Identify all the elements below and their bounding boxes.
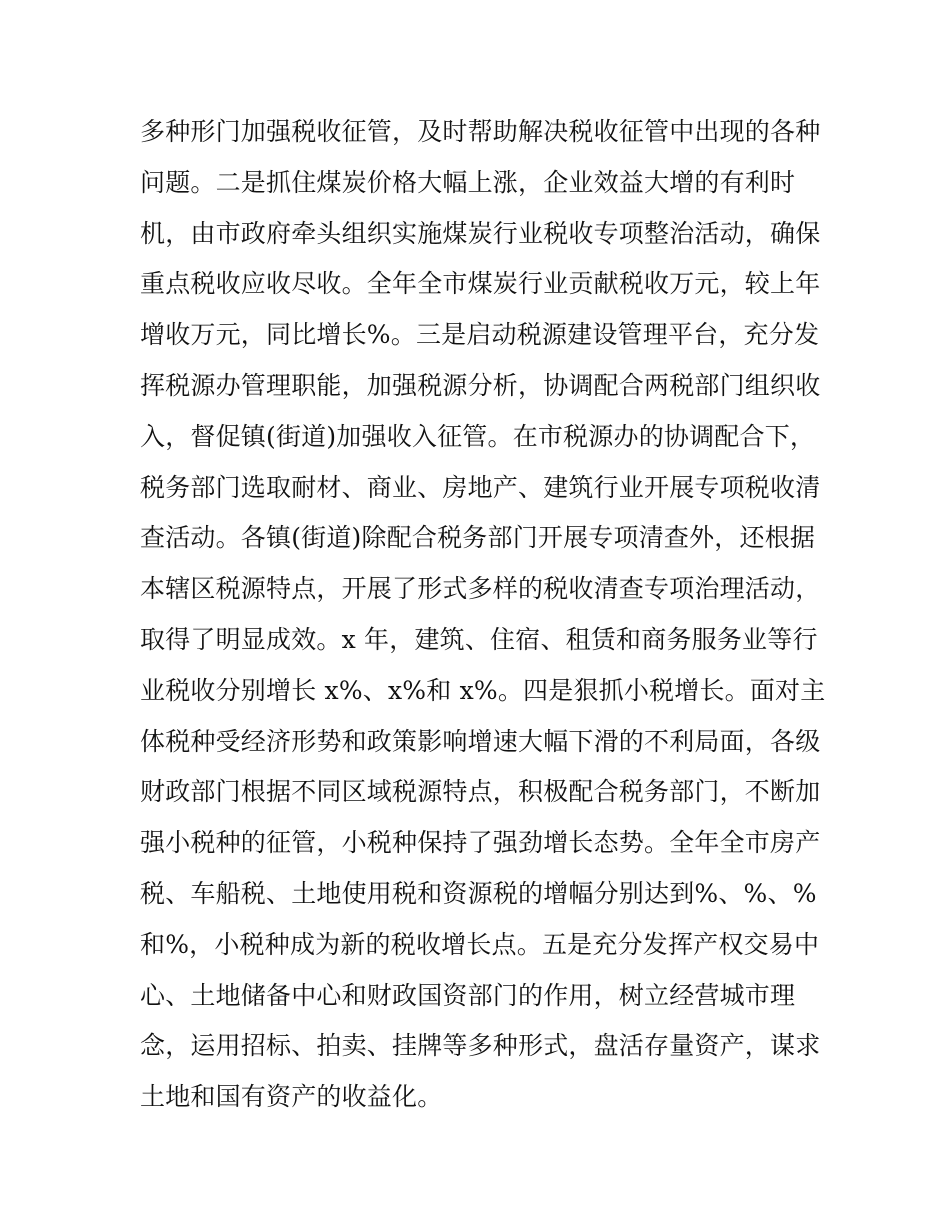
text-line-13: 体税种受经济形势和政策影响增速大幅下滑的不利局面，各级 [140,726,821,756]
text-line-20: 土地和国有资产的收益化。 [140,1082,443,1112]
text-line-8: 税务部门选取耐材、商业、房地产、建筑行业开展专项税收清 [140,472,821,502]
text-line-2: 问题。二是抓住煤炭价格大幅上涨，企业效益大增的有利时 [140,167,796,197]
text-line-5: 增收万元，同比增长%。三是启动税源建设管理平台，充分发 [140,320,820,350]
text-line-15: 强小税种的征管，小税种保持了强劲增长态势。全年全市房产 [140,828,821,858]
text-line-7: 入，督促镇(街道)加强收入征管。在市税源办的协调配合下， [140,421,816,451]
text-line-10: 本辖区税源特点，开展了形式多样的税收清查专项治理活动， [140,574,821,604]
text-line-16: 税、车船税、土地使用税和资源税的增幅分别达到%、%、% [140,878,817,908]
text-line-4: 重点税收应收尽收。全年全市煤炭行业贡献税收万元，较上年 [140,269,821,299]
text-line-18: 心、土地储备中心和财政国资部门的作用，树立经营城市理 [140,980,796,1010]
text-line-17: 和%，小税种成为新的税收增长点。五是充分发挥产权交易中 [140,929,820,959]
text-line-11: 取得了明显成效。x 年，建筑、住宿、租赁和商务服务业等行 [140,624,818,654]
body-paragraph [140,107,826,1123]
text-line-14: 财政部门根据不同区域税源特点，积极配合税务部门，不断加 [140,777,821,807]
text-line-19: 念，运用招标、拍卖、挂牌等多种形式，盘活存量资产，谋求 [140,1031,821,1061]
text-line-3: 机，由市政府牵头组织实施煤炭行业税收专项整治活动，确保 [140,218,821,248]
text-line-1: 多种形门加强税收征管，及时帮助解决税收征管中出现的各种 [140,117,821,146]
text-line-9: 查活动。各镇(街道)除配合税务部门开展专项清查外，还根据 [140,523,816,553]
text-line-12: 业税收分别增长 x%、x%和 x%。四是狠抓小税增长。面对主 [140,675,826,705]
text-line-6: 挥税源办管理职能，加强税源分析，协调配合两税部门组织收 [140,370,821,400]
